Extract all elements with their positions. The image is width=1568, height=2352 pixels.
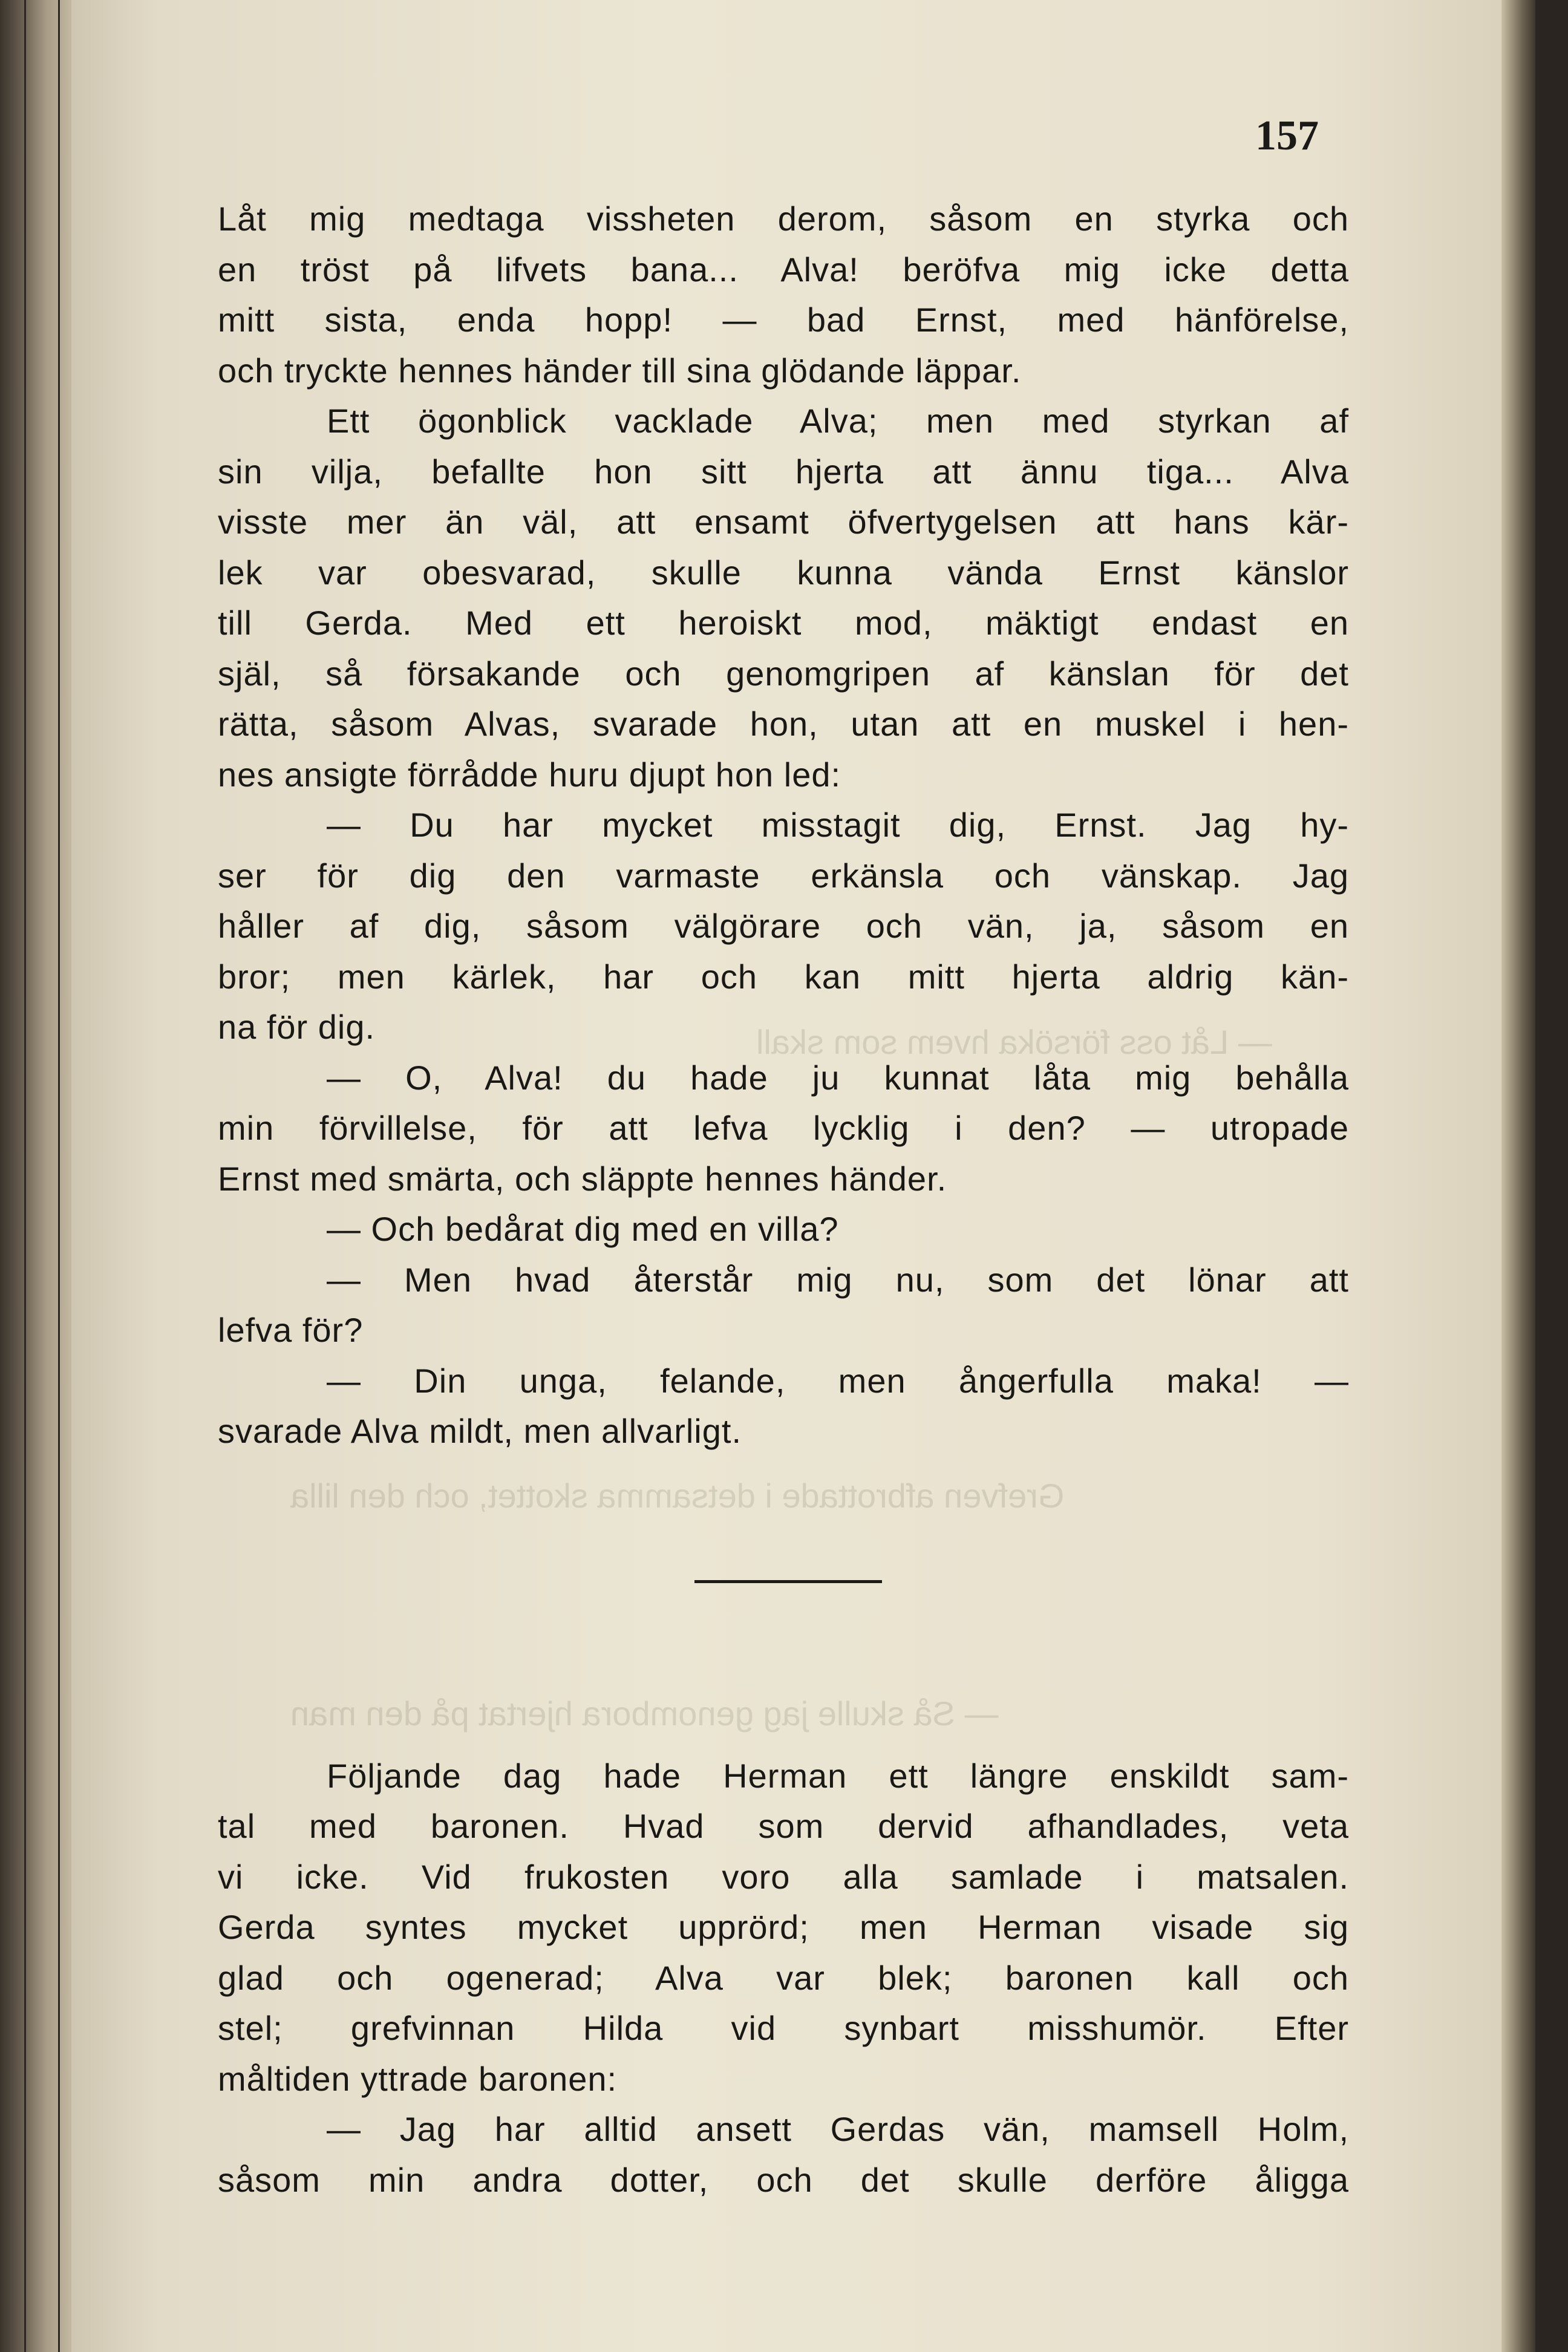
spine-fold-line	[24, 0, 26, 2352]
text-line: lek var obesvarad, skulle kunna vända Ernst känslor	[218, 553, 1349, 592]
show-through-text: — Så skulle jag genombora hjertat på den man	[290, 1694, 999, 1733]
text-line: håller af dig, såsom välgörare och vän, ja, såsom en	[218, 907, 1349, 945]
text-line: tal med baronen. Hvad som dervid afhandlades, veta	[218, 1807, 1349, 1845]
show-through-text: — Låt oss försöka hvem som skall	[756, 1023, 1272, 1061]
body-text	[218, 194, 1349, 2205]
text-line: och tryckte hennes händer till sina glödande läppar.	[218, 351, 1022, 390]
text-line: svarade Alva mildt, men allvarligt.	[218, 1412, 742, 1450]
text-line: — Din unga, felande, men ångerfulla maka! —	[327, 1361, 1349, 1400]
spine-fold-line	[58, 0, 60, 2352]
text-line: — O, Alva! du hade ju kunnat låta mig behålla	[327, 1058, 1349, 1097]
text-line: — Men hvad återstår mig nu, som det lönar att	[327, 1260, 1349, 1299]
text-line: nes ansigte förrådde huru djupt hon led:	[218, 755, 841, 794]
text-line: lefva för?	[218, 1311, 364, 1349]
text-line: såsom min andra dotter, och det skulle derföre åligga	[218, 2160, 1349, 2199]
text-line: visste mer än väl, att ensamt öfvertygelsen att hans kär-	[218, 503, 1349, 541]
text-line: Följande dag hade Herman ett längre enskildt sam-	[327, 1756, 1349, 1795]
text-line: själ, så försakande och genomgripen af känslan för det	[218, 654, 1349, 693]
text-line: glad och ogenerad; Alva var blek; baronen kall och	[218, 1958, 1349, 1997]
text-line: — Jag har alltid ansett Gerdas vän, mamsell Holm,	[327, 2110, 1349, 2148]
text-line: min förvillelse, för att lefva lycklig i den? — utropade	[218, 1109, 1349, 1147]
text-line: rätta, såsom Alvas, svarade hon, utan att en muskel i hen-	[218, 705, 1349, 743]
text-line: till Gerda. Med ett heroiskt mod, mäktigt endast en	[218, 604, 1349, 642]
text-line: — Och bedårat dig med en villa?	[327, 1210, 839, 1248]
text-line: bror; men kärlek, har och kan mitt hjerta aldrig kän-	[218, 957, 1349, 996]
text-line: Låt mig medtaga vissheten derom, såsom en styrka och	[218, 200, 1349, 238]
show-through-text: Grefven afbrottade i detsamma skottet, och den lilla	[290, 1477, 1065, 1515]
page-number: 157	[1255, 113, 1319, 159]
book-spine	[0, 0, 77, 2352]
text-line: Ernst med smärta, och släppte hennes händer.	[218, 1159, 947, 1198]
section-divider-rule	[694, 1580, 882, 1583]
text-line: Ett ögonblick vacklade Alva; men med styrkan af	[327, 402, 1349, 440]
text-line: vi icke. Vid frukosten voro alla samlade i matsalen.	[218, 1857, 1349, 1896]
section-spacer	[218, 1457, 1349, 1751]
text-line: en tröst på lifvets bana... Alva! beröfva mig icke detta	[218, 250, 1349, 289]
text-line: Gerda syntes mycket upprörd; men Herman visade sig	[218, 1908, 1349, 1946]
text-line: måltiden yttrade baronen:	[218, 2059, 618, 2098]
text-section-dialogue	[218, 194, 1349, 1457]
text-line: mitt sista, enda hopp! — bad Ernst, med hänförelse,	[218, 301, 1349, 339]
text-section-morning	[218, 1751, 1349, 2206]
text-line: sin vilja, befallte hon sitt hjerta att ännu tiga... Alva	[218, 452, 1349, 491]
text-line: — Du har mycket misstagit dig, Ernst. Jag hy-	[327, 806, 1349, 844]
page-edge-shadow	[1501, 0, 1535, 2352]
text-line: ser för dig den varmaste erkänsla och vänskap. Jag	[218, 856, 1349, 895]
text-line: na för dig.	[218, 1008, 376, 1046]
text-line: stel; grefvinnan Hilda vid synbart misshumör. Efter	[218, 2009, 1349, 2047]
